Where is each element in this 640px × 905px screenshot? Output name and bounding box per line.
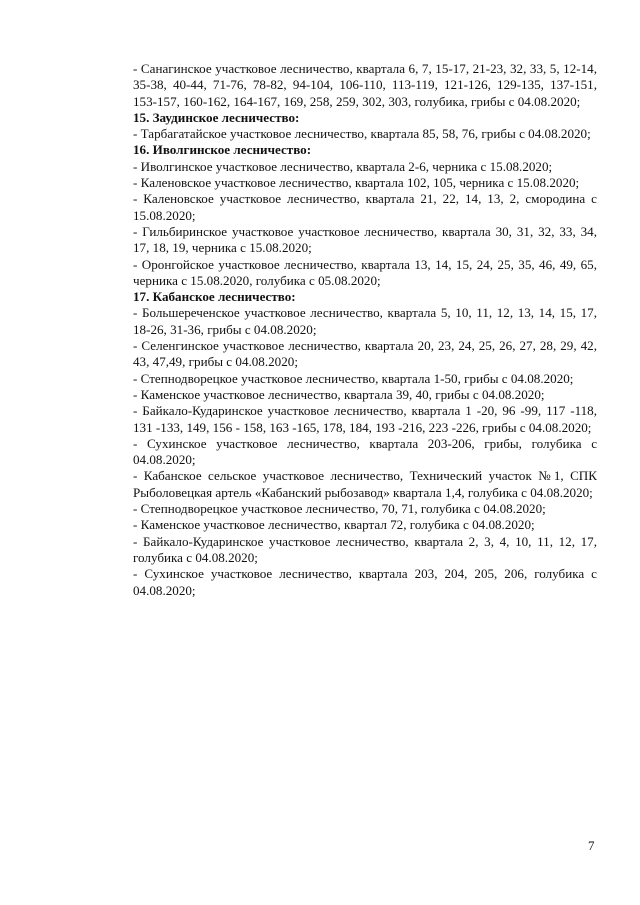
list-item: - Степнодворецкое участковое лесничество, квартала 1-50, грибы с 04.08.2020; bbox=[133, 370, 574, 386]
list-item: - Сухинское участковое лесничество, квартала 203, 204, 205, 206, голубика с 04.08.2020; bbox=[133, 566, 597, 598]
list-item: - Оронгойское участковое лесничество, квартала 13, 14, 15, 24, 25, 35, 46, 49, 65, черника с 15.08.2020, голубика с 05.08.2020; bbox=[133, 256, 597, 288]
list-item: - Тарбагатайское участковое лесничество, квартала 85, 58, 76, грибы с 04.08.2020; bbox=[133, 126, 591, 142]
section-heading: 17. Кабанское лесничество: bbox=[133, 289, 296, 305]
page-number: 7 bbox=[588, 838, 595, 853]
section-heading: 15. Заудинское лесничество: bbox=[133, 109, 300, 125]
list-item: - Степнодворецкое участковое лесничество, 70, 71, голубика с 04.08.2020; bbox=[133, 501, 546, 517]
list-item: - Кабанское сельское участковое лесничество, Технический участок №1, СПК Рыболовецкая артель «Кабанский рыбозавод» квартала 1,4, голубика с 04.08.2020; bbox=[133, 468, 597, 500]
list-item: - Байкало-Кударинское участковое лесничество, квартала 2, 3, 4, 10, 11, 12, 17, голубика с 04.08.2020; bbox=[133, 533, 597, 565]
list-item: - Санагинское участковое лесничество, квартала 6, 7, 15-17, 21-23, 32, 33, 5, 12-14, 35-38, 40-44, 71-76, 78-82, 94-104, 106-110, 113-119, 121-126, 129-135, 137-151, 153-157, 160-162, 164-167, 169, 258, 259, 302, 303, голубика, грибы с 04.08.2020; bbox=[133, 61, 597, 109]
section-heading: 16. Иволгинское лесничество: bbox=[133, 142, 312, 158]
document-body bbox=[133, 61, 597, 599]
list-item: - Селенгинское участковое лесничество, квартала 20, 23, 24, 25, 26, 27, 28, 29, 42, 43, 47,49, грибы с 04.08.2020; bbox=[133, 338, 597, 370]
list-item: - Сухинское участковое лесничество, квартала 203-206, грибы, голубика с 04.08.2020; bbox=[133, 435, 597, 468]
list-item: - Большереченское участковое лесничество, квартала 5, 10, 11, 12, 13, 14, 15, 17, 18-26, 31-36, грибы с 04.08.2020; bbox=[133, 305, 597, 337]
list-item: - Иволгинское участковое лесничество, квартала 2-6, черника с 15.08.2020; bbox=[133, 158, 553, 174]
list-item: - Гильбиринское участковое участковое лесничество, квартала 30, 31, 32, 33, 34, 17, 18, 19, черника с 15.08.2020; bbox=[133, 223, 597, 256]
list-item: - Каменское участковое лесничество, квартал 72, голубика с 04.08.2020; bbox=[133, 517, 535, 533]
list-item: - Байкало-Кударинское участковое лесничество, квартала 1 -20, 96 -99, 117 -118, 131 -133, 149, 156 - 158, 163 -165, 178, 184, 193 -216, 223 -226, грибы с 04.08.2020; bbox=[133, 403, 597, 435]
list-item: - Каменское участковое лесничество, квартала 39, 40, грибы с 04.08.2020; bbox=[133, 386, 545, 402]
list-item: - Каленовское участковое лесничество, квартала 102, 105, черника с 15.08.2020; bbox=[133, 175, 580, 191]
list-item: - Каленовское участковое лесничество, квартала 21, 22, 14, 13, 2, смородина с 15.08.2020; bbox=[133, 191, 597, 223]
